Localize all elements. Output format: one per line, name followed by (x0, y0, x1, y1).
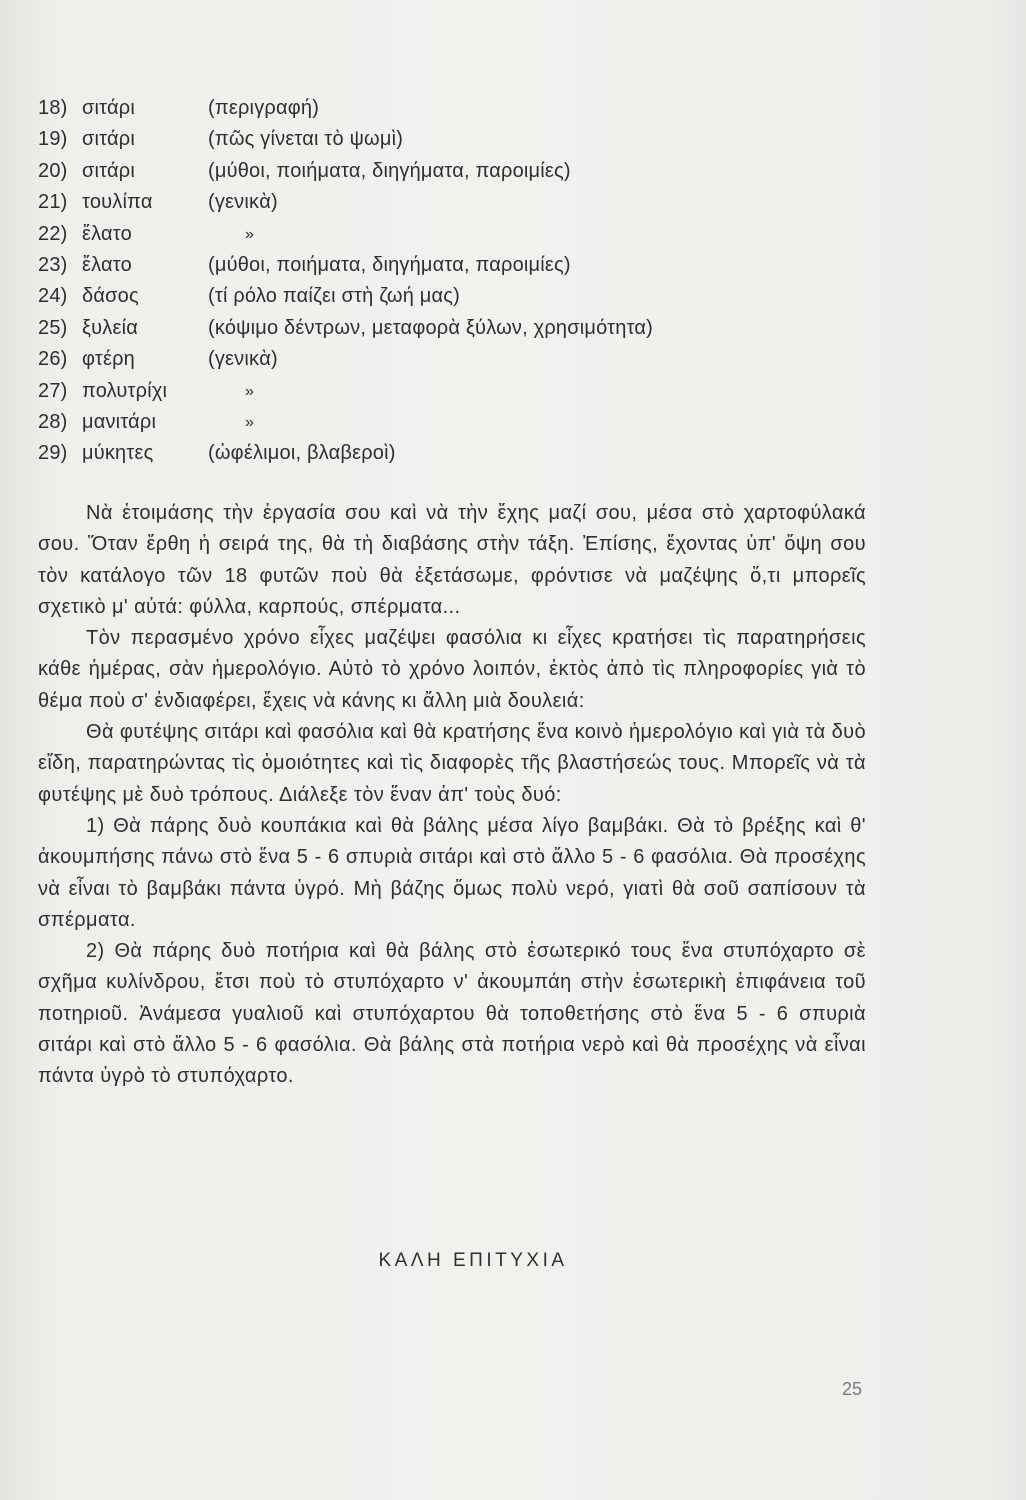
topic-number: 23) (38, 253, 68, 276)
topic-number: 18) (38, 97, 68, 119)
ditto-mark: » (245, 413, 255, 431)
topic-row (38, 124, 838, 155)
topic-description: (ὠφέλιμοι, βλαβεροὶ) (208, 442, 396, 465)
paragraph-method-2: 2) Θὰ πάρης δυὸ ποτήρια καὶ θὰ βάλης στὸ ἐσωτερικό τους ἕνα στυπόχαρτο σὲ σχῆμα κυλίνδρου, ἔτσι ποὺ τὸ στυπόχαρτο ν' ἀκουμπάη στὴν ἐσωτερικὴ ἐπιφάνεια τοῦ ποτηριοῦ. Ἀνάμεσα γυαλιοῦ καὶ στυπόχαρτου θὰ τοποθετήσης στὸ ἕνα 5 - 6 σπυριὰ σιτάρι καὶ στὸ ἄλλο 5 - 6 φασόλια. Θὰ βάλης στὰ ποτήρια νερὸ καὶ θὰ προσέχης νὰ εἶναι πάντα ὑγρὸ τὸ στυπόχαρτο. (38, 940, 866, 1088)
topic-number: 26) (38, 348, 68, 371)
paragraph-assignment: Νὰ ἑτοιμάσης τὴν ἐργασία σου καὶ νὰ τὴν ἔχης μαζί σου, μέσα στὸ χαρτοφύλακά σου. Ὅταν ἔρθη ἡ σειρά της, θὰ τὴ διαβάσης στὴν τάξη. Ἐπίσης, ἔχοντας ὑπ' ὄψη σου τὸν κατάλογο τῶν 18 φυτῶν ποὺ θὰ ἐξετάσωμε, φρόντισε νὰ μαζέψης ὅ,τι μπορεῖς σχετικὸ μ' αὐτά: φύλλα, καρπούς, σπέρματα... (38, 502, 866, 618)
topic-number: 25) (38, 316, 68, 339)
topic-word: ἔλατο (82, 222, 132, 245)
topic-word: σιτάρι (82, 128, 135, 151)
topic-description: (μύθοι, ποιήματα, διηγήματα, παροιμίες) (208, 253, 571, 276)
topic-row (38, 344, 838, 375)
topic-description: (κόψιμο δέντρων, μεταφορὰ ξύλων, χρησιμότητα) (208, 316, 654, 339)
topic-number: 28) (38, 410, 68, 433)
ditto-mark: » (245, 382, 255, 400)
topic-word: φτέρη (82, 348, 136, 371)
topic-list (38, 93, 838, 470)
topic-number: 24) (38, 285, 68, 308)
topic-word: πολυτρίχι (82, 379, 168, 402)
topic-row (38, 281, 838, 312)
topic-row (38, 250, 838, 281)
topic-description: (περιγραφή) (208, 97, 320, 119)
topic-word: ἔλατο (82, 253, 132, 276)
topic-row (38, 438, 838, 469)
topic-description: (μύθοι, ποιήματα, διηγήματα, παροιμίες) (208, 159, 571, 182)
topic-word: μανιτάρι (82, 410, 157, 433)
topic-number: 22) (38, 222, 68, 245)
ditto-mark: » (245, 225, 255, 243)
topic-word: ξυλεία (82, 316, 139, 339)
topic-word: δάσος (82, 285, 139, 308)
topic-number: 20) (38, 159, 68, 182)
topic-row (38, 407, 838, 438)
paragraph-method-1: 1) Θὰ πάρης δυὸ κουπάκια καὶ θὰ βάλης μέσα λίγο βαμβάκι. Θὰ τὸ βρέξης καὶ θ' ἀκουμπήσης πάνω στὸ ἕνα 5 - 6 σπυριὰ σιτάρι καὶ στὸ ἄλλο 5 - 6 φασόλια. Θὰ προσέχης νὰ εἶναι τὸ βαμβάκι πάντα ὑγρό. Μὴ βάζης ὅμως πολὺ νερό, γιατὶ θὰ σοῦ σαπίσουν τὰ σπέρματα. (38, 814, 866, 931)
page-number: 25 (842, 1379, 863, 1399)
topic-row (38, 93, 838, 124)
topic-number: 19) (38, 128, 68, 151)
topic-description: (τί ρόλο παίζει στὴ ζωή μας) (208, 285, 460, 308)
paragraph-last-year: Τὸν περασμένο χρόνο εἶχες μαζέψει φασόλια κι εἶχες κρατήσει τὶς παρατηρήσεις κάθε ἡμέρας, σὰν ἡμερολόγιο. Αὐτὸ τὸ χρόνο λοιπόν, ἐκτὸς ἀπὸ τὶς πληροφορίες γιὰ τὸ θέμα ποὺ σ' ἐνδιαφέρει, ἔχεις νὰ κάνης κι ἄλλη μιὰ δουλειά: (38, 627, 866, 712)
topic-word: σιτάρι (82, 97, 135, 119)
topic-description: (γενικὰ) (208, 348, 278, 371)
closing-heading: ΚΑΛΗ ΕΠΙΤΥΧΙΑ (378, 1250, 568, 1271)
body-text (38, 498, 866, 1093)
topic-word: μύκητες (82, 442, 154, 465)
topic-row (38, 313, 838, 344)
topic-row (38, 376, 838, 407)
topic-description: (γενικὰ) (208, 191, 278, 214)
topic-description: (πῶς γίνεται τὸ ψωμὶ) (208, 128, 404, 151)
topic-row (38, 187, 838, 218)
topic-word: τουλίπα (82, 191, 153, 214)
topic-row (38, 219, 838, 250)
topic-number: 29) (38, 442, 68, 465)
topic-word: σιτάρι (82, 159, 135, 182)
topic-number: 27) (38, 379, 68, 402)
topic-number: 21) (38, 191, 68, 214)
topic-row (38, 156, 838, 187)
paragraph-planting: Θὰ φυτέψης σιτάρι καὶ φασόλια καὶ θὰ κρατήσης ἕνα κοινὸ ἡμερολόγιο καὶ γιὰ τὰ δυὸ εἴδη, παρατηρώντας τὶς ὁμοιότητες καὶ τὶς διαφορὲς τῆς βλαστήσεώς τους. Μπορεῖς νὰ τὰ φυτέψης μὲ δυὸ τρόπους. Διάλεξε τὸν ἕναν ἀπ' τοὺς δυό: (38, 721, 866, 806)
